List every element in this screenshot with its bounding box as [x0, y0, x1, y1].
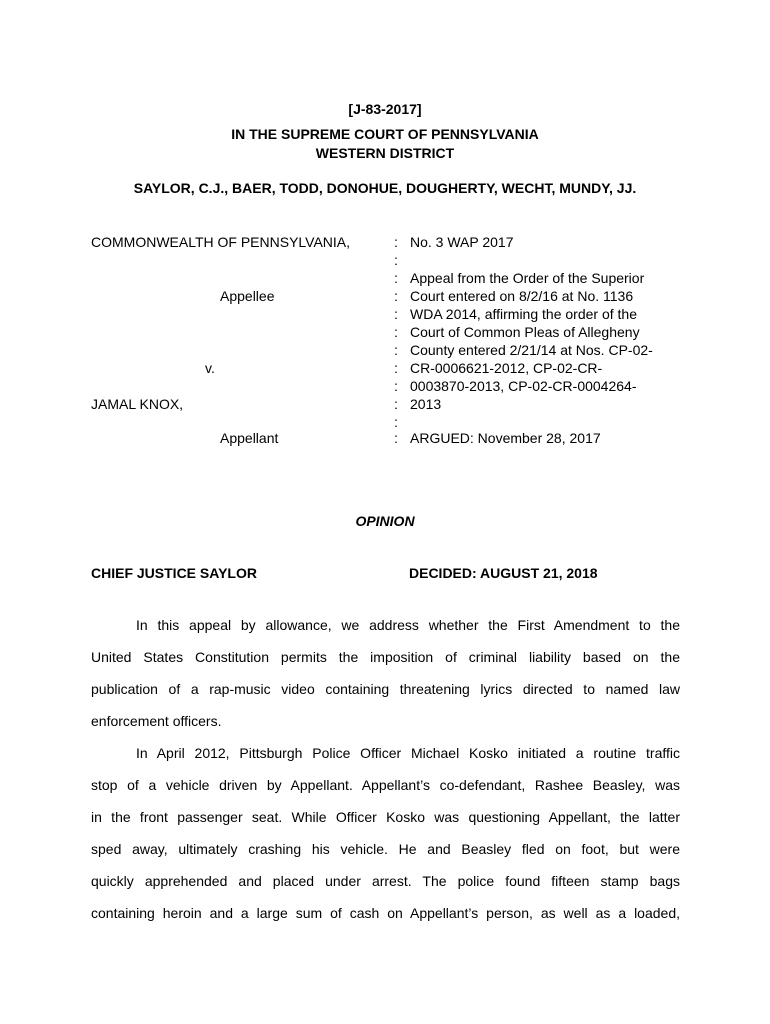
colon: :	[394, 360, 398, 376]
paragraph-line: In April 2012, Pittsburgh Police Officer Michael Kosko initiated a routine traffic	[136, 745, 680, 761]
appeal-line: Court entered on 8/2/16 at No. 1136	[410, 288, 634, 304]
paragraph-line: enforcement officers.	[91, 713, 222, 729]
appellant-role: Appellant	[220, 430, 279, 446]
decided-date: DECIDED: AUGUST 21, 2018	[409, 565, 598, 581]
opinion-title: OPINION	[355, 513, 415, 529]
docket-no: No. 3 WAP 2017	[410, 234, 514, 250]
appeal-line: Appeal from the Order of the Superior	[410, 270, 645, 286]
paragraph-line: in the front passenger seat. While Officer Kosko was questioning Appellant, the latter	[91, 809, 680, 825]
body-paragraph-1	[91, 609, 680, 737]
docket-number: [J-83-2017]	[348, 101, 422, 117]
versus: v.	[205, 360, 215, 376]
appeal-line: Court of Common Pleas of Allegheny	[410, 324, 640, 340]
appeal-line: 0003870-2013, CP-02-CR-0004264-	[410, 378, 637, 394]
paragraph-line: stop of a vehicle driven by Appellant. Appellant’s co-defendant, Rashee Beasley, was	[91, 777, 680, 793]
opinion-author: CHIEF JUSTICE SAYLOR	[91, 565, 257, 581]
paragraph-line: publication of a rap-music video containing threatening lyrics directed to named law	[91, 681, 680, 697]
court-name: IN THE SUPREME COURT OF PENNSYLVANIA	[231, 126, 539, 142]
appellant-name: JAMAL KNOX,	[91, 396, 184, 412]
colon: :	[394, 324, 398, 340]
colon: :	[394, 414, 398, 430]
district-name: WESTERN DISTRICT	[315, 145, 455, 161]
colon: :	[394, 252, 398, 268]
argued-date: ARGUED: November 28, 2017	[410, 430, 601, 446]
colon: :	[394, 378, 398, 394]
appeal-line: 2013	[410, 396, 442, 412]
appeal-line: County entered 2/21/14 at Nos. CP-02-	[410, 342, 653, 358]
appeal-line: CR-0006621-2012, CP-02-CR-	[410, 360, 603, 376]
appellee-name: COMMONWEALTH OF PENNSYLVANIA,	[91, 234, 351, 250]
paragraph-line: containing heroin and a large sum of cash on Appellant’s person, as well as a loaded,	[91, 905, 680, 921]
colon: :	[394, 430, 398, 446]
colon: :	[394, 234, 398, 250]
colon: :	[394, 342, 398, 358]
colon: :	[394, 306, 398, 322]
paragraph-line: In this appeal by allowance, we address whether the First Amendment to the	[136, 617, 680, 633]
paragraph-line: United States Constitution permits the imposition of criminal liability based on the	[91, 649, 680, 665]
colon: :	[394, 270, 398, 286]
colon: :	[394, 396, 398, 412]
appellee-role: Appellee	[220, 288, 275, 304]
justices-line: SAYLOR, C.J., BAER, TODD, DONOHUE, DOUGHERTY, WECHT, MUNDY, JJ.	[133, 180, 637, 196]
colon: :	[394, 288, 398, 304]
paragraph-line: sped away, ultimately crashing his vehicle. He and Beasley fled on foot, but were	[91, 841, 680, 857]
paragraph-line: quickly apprehended and placed under arrest. The police found fifteen stamp bags	[91, 873, 680, 889]
appeal-line: WDA 2014, affirming the order of the	[410, 306, 637, 322]
body-paragraph-2	[91, 737, 680, 929]
